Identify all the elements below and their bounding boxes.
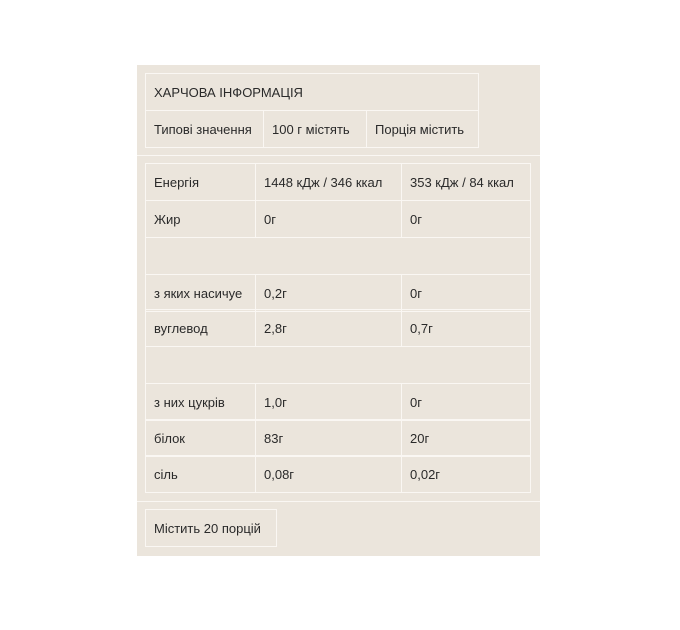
row-value-energy-100g: 1448 кДж / 346 ккал (255, 163, 402, 201)
row-value-energy-portion: 353 кДж / 84 ккал (401, 163, 531, 201)
row-label-salt: сіль (145, 455, 256, 493)
header-divider (137, 155, 540, 156)
nutrition-title: ХАРЧОВА ІНФОРМАЦІЯ (145, 73, 479, 111)
row-label-sugars: з них цукрів (145, 383, 256, 421)
servings-count: Містить 20 порцій (145, 509, 277, 547)
spacer-row (145, 237, 531, 275)
row-value-fat-portion: 0г (401, 200, 531, 238)
row-value-sugars-100g: 1,0г (255, 383, 402, 421)
row-value-sugars-portion: 0г (401, 383, 531, 421)
spacer-row (145, 346, 531, 384)
row-value-saturated-100g: 0,2г (255, 274, 402, 312)
row-value-protein-100g: 83г (255, 419, 402, 457)
row-label-protein: білок (145, 419, 256, 457)
footer-divider (137, 501, 540, 502)
header-per-portion: Порція містить (366, 110, 479, 148)
header-per-100g: 100 г містять (263, 110, 367, 148)
row-value-carbs-portion: 0,7г (401, 309, 531, 347)
row-label-saturated: з яких насичуе (145, 274, 256, 312)
row-value-protein-portion: 20г (401, 419, 531, 457)
row-value-saturated-portion: 0г (401, 274, 531, 312)
row-value-salt-portion: 0,02г (401, 455, 531, 493)
row-label-carbs: вуглевод (145, 309, 256, 347)
nutrition-panel (137, 65, 540, 556)
row-value-fat-100g: 0г (255, 200, 402, 238)
row-value-carbs-100g: 2,8г (255, 309, 402, 347)
row-label-energy: Енергія (145, 163, 256, 201)
row-label-fat: Жир (145, 200, 256, 238)
row-value-salt-100g: 0,08г (255, 455, 402, 493)
header-typical-values: Типові значення (145, 110, 264, 148)
